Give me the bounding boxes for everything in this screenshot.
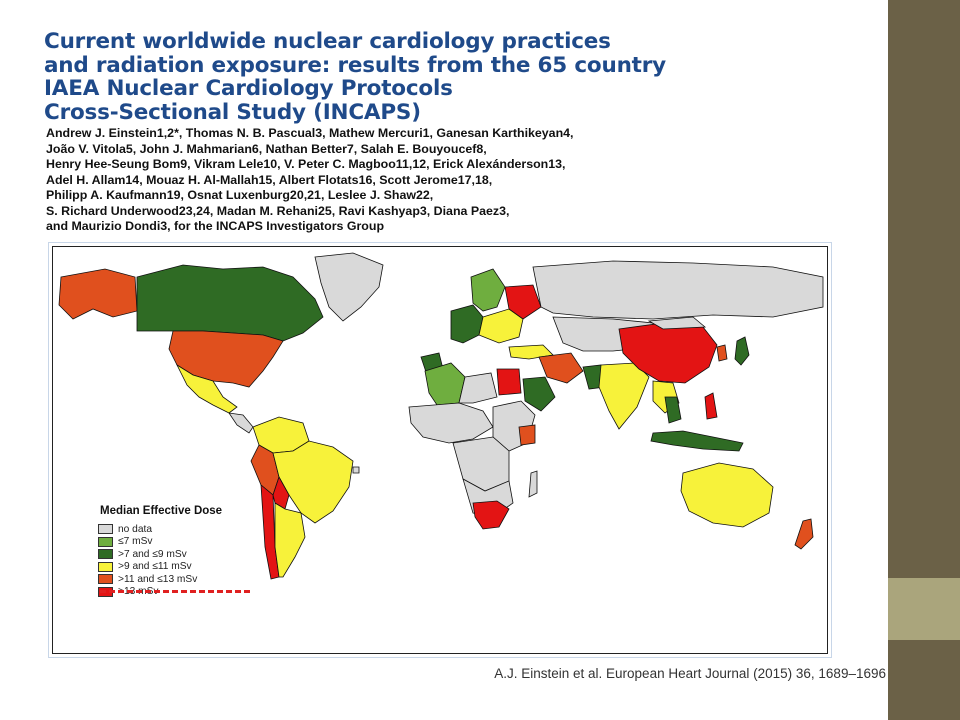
region-argentina — [275, 503, 305, 577]
paper-title: Current worldwide nuclear cardiology practices and radiation exposure: results from the 65 country IAEA Nuclear Cardiology Protocols Cross-Sectional Study (INCAPS) — [44, 29, 666, 125]
region-saudi-arabia — [523, 377, 555, 411]
region-misc-islands — [353, 467, 359, 473]
highlight-dash-line — [100, 590, 250, 593]
citation-text: A.J. Einstein et al. European Heart Journal (2015) 36, 1689–1696 — [494, 666, 886, 681]
region-central-america — [229, 413, 253, 433]
side-bar-accent — [888, 578, 960, 640]
legend-swatch — [98, 574, 113, 584]
legend-label: >7 and ≤9 mSv — [118, 548, 187, 560]
map-legend — [98, 505, 268, 598]
legend-title: Median Effective Dose — [100, 505, 223, 517]
region-scandinavia — [471, 269, 505, 311]
region-indonesia — [651, 431, 743, 451]
region-japan — [735, 337, 749, 365]
region-alaska — [59, 269, 137, 319]
legend-label: >9 and ≤11 mSv — [118, 561, 192, 572]
region-kenya — [519, 425, 535, 445]
legend-swatch — [98, 537, 113, 547]
region-libya — [459, 373, 497, 403]
legend-item — [98, 536, 268, 548]
legend-swatch — [98, 549, 113, 559]
region-central-africa — [453, 437, 509, 491]
side-bar-lower — [888, 640, 960, 720]
legend-item — [98, 561, 268, 573]
legend-item — [98, 523, 268, 535]
paper-header — [32, 28, 848, 242]
legend-label: no data — [118, 523, 152, 535]
region-philippines — [705, 393, 717, 419]
region-greenland — [315, 253, 383, 321]
region-egypt — [497, 369, 521, 395]
region-new-zealand — [795, 519, 813, 549]
region-madagascar — [529, 471, 537, 497]
legend-swatch — [98, 562, 113, 572]
region-west-africa — [409, 403, 493, 443]
region-korea — [717, 345, 727, 361]
region-russia — [533, 261, 823, 319]
legend-swatch — [98, 524, 113, 534]
legend-item — [98, 573, 268, 585]
legend-label: >13 mSv — [118, 586, 159, 597]
region-australia — [681, 463, 773, 527]
author-list: Andrew J. Einstein1,2*, Thomas N. B. Pascual3, Mathew Mercuri1, Ganesan Karthikeyan4, João V. Vitola5, John J. Mahmarian6, Nathan Better7, Salah E. Bouyoucef8, Henry Hee-Seung Bom9, Vikram Lele10, V. Peter C. Magboo11,12, Erick Alexánderson13, Adel H. Allam14, Mouaz H. Al-Mallah15, Albert Flotats16, Scott Jerome17,18, Philipp A. Kaufmann19, Osnat Luxenburg20,21, Leslee J. Shaw22, S. Richard Underwood23,24, Madan M. Rehani25, Ravi Kashyap3, Diana Paez3, and Maurizio Dondi3, for the INCAPS Investigators Group — [46, 126, 574, 233]
legend-items — [98, 523, 268, 598]
legend-label: >11 and ≤13 mSv — [118, 573, 198, 585]
legend-label: ≤7 mSv — [118, 536, 153, 547]
region-western-europe — [451, 305, 483, 343]
region-india — [599, 363, 649, 429]
region-south-africa — [473, 501, 509, 529]
slide-side-bar — [888, 0, 960, 720]
region-algeria — [425, 363, 465, 405]
legend-item — [98, 548, 268, 560]
region-canada — [137, 265, 323, 341]
